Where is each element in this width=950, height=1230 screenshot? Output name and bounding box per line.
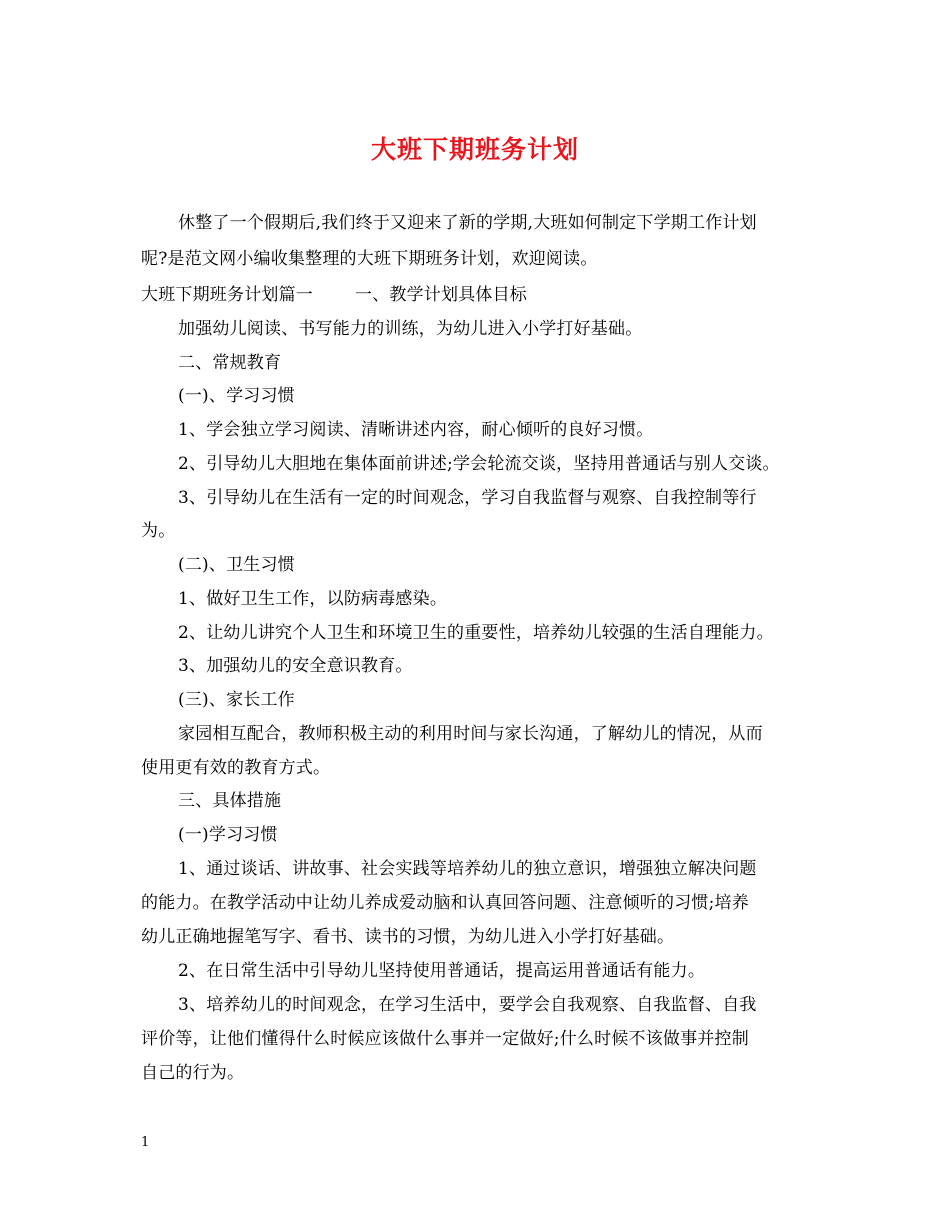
paragraph-line	[141, 280, 527, 305]
paragraph-line: 幼儿正确地握笔写字、看书、读书的习惯，为幼儿进入小学打好基础。	[141, 927, 675, 947]
paragraph-line: 使用更有效的教育方式。	[141, 758, 331, 778]
page-number: 1	[141, 1135, 150, 1150]
paragraph-line: 为。	[141, 521, 176, 541]
paragraph-line: 呢?是范文网小编收集整理的大班下期班务计划，欢迎阅读。	[141, 249, 598, 269]
paragraph-line: 1、学会独立学习阅读、清晰讲述内容，耐心倾听的良好习惯。	[178, 420, 654, 440]
subsection-heading: (三)、家长工作	[178, 690, 295, 710]
document-title: 大班下期班务计划	[370, 135, 579, 164]
section-heading: 一、教学计划具体目标	[355, 285, 527, 305]
paragraph-line: 1、通过谈话、讲故事、社会实践等培养幼儿的独立意识，增强独立解决问题	[178, 859, 757, 879]
section-heading: 大班下期班务计划篇一	[141, 285, 313, 305]
paragraph-line: 3、引导幼儿在生活有一定的时间观念，学习自我监督与观察、自我控制等行	[178, 488, 757, 508]
subsection-heading: (二)、卫生习惯	[178, 555, 295, 575]
paragraph-line: 家园相互配合，教师积极主动的利用时间与家长沟通，了解幼儿的情况，从而	[178, 724, 763, 744]
paragraph-line: 评价等，让他们懂得什么时候应该做什么事并一定做好;什么时候不该做事并控制	[141, 1029, 749, 1049]
paragraph-line: 2、让幼儿讲究个人卫生和环境卫生的重要性，培养幼儿较强的生活自理能力。	[178, 623, 774, 643]
paragraph-line: 加强幼儿阅读、书写能力的训练，为幼儿进入小学打好基础。	[178, 319, 643, 339]
section-heading: 三、具体措施	[178, 791, 282, 811]
paragraph-line: 自己的行为。	[141, 1063, 245, 1083]
section-heading: 二、常规教育	[178, 353, 282, 373]
subsection-heading: (一)、学习习惯	[178, 386, 295, 406]
paragraph-line: 的能力。在教学活动中让幼儿养成爱动脑和认真回答问题、注意倾听的习惯;培养	[141, 893, 749, 913]
subsection-heading: (一)学习习惯	[178, 825, 278, 845]
paragraph-line: 2、在日常生活中引导幼儿坚持使用普通话，提高运用普通话有能力。	[178, 961, 706, 981]
paragraph-line: 2、引导幼儿大胆地在集体面前讲述;学会轮流交谈，坚持用普通话与别人交谈。	[178, 454, 780, 474]
paragraph-line: 3、培养幼儿的时间观念，在学习生活中，要学会自我观察、自我监督、自我	[178, 995, 757, 1015]
paragraph-line: 1、做好卫生工作，以防病毒感染。	[178, 589, 448, 609]
paragraph-line: 3、加强幼儿的安全意识教育。	[178, 656, 413, 676]
paragraph-line: 休整了一个假期后,我们终于又迎来了新的学期,大班如何制定下学期工作计划	[178, 213, 757, 233]
